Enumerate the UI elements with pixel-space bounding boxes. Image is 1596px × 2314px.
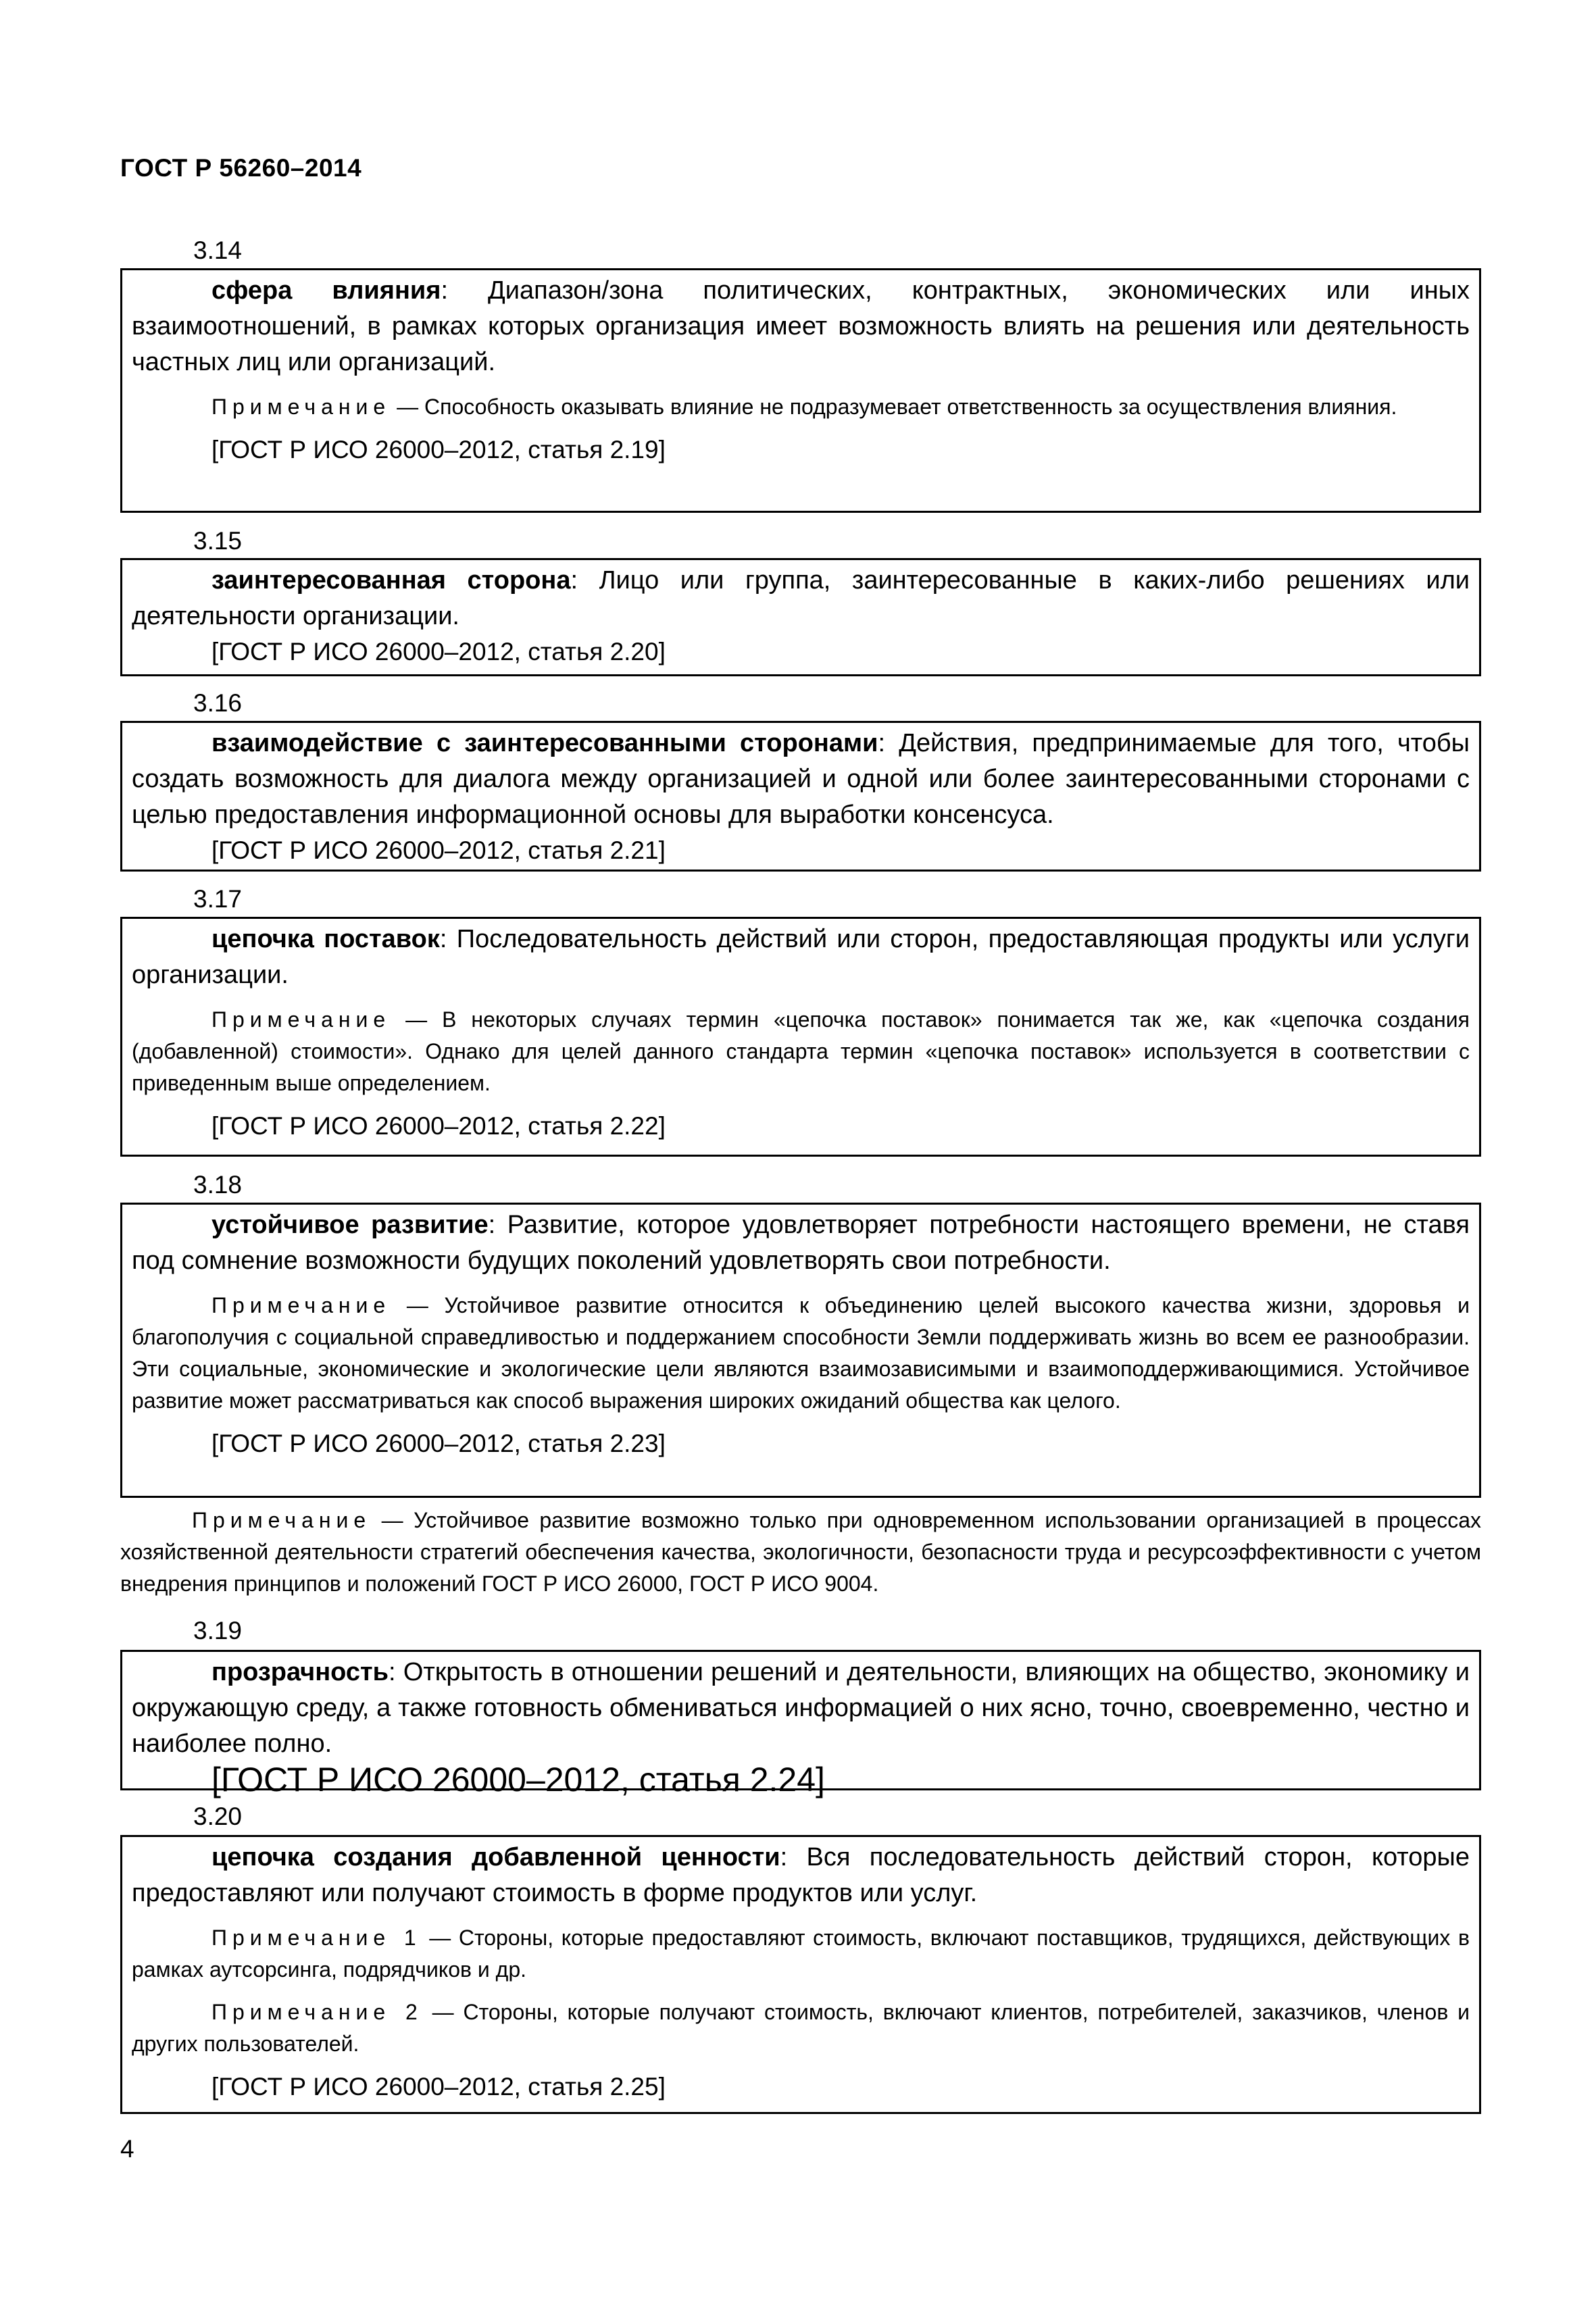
term-box — [120, 1835, 1481, 2114]
term-title: сфера влияния — [211, 276, 441, 305]
term-number: 3.15 — [193, 527, 243, 555]
term-definition: устойчивое развитие: Развитие, которое удовлетворяет потребности настоящего времени, не ставя под сомнение возможности будущих поколений удовлетворять свои потребности. — [132, 1211, 1470, 1275]
term-definition: цепочка создания добавленной ценности: Вся последовательность действий сторон, которые предоставляют или получают стоимость в форме продуктов или услуг. — [132, 1843, 1470, 1907]
standalone-note: Примечание — Устойчивое развитие возможно только при одновременном использовании организацией в процессах хозяйственной деятельности стратегий обеспечения качества, экологичности, безопасности труда и ресурсоэффективности с учетом внедрения принципов и положений ГОСТ Р ИСО 26000, ГОСТ Р ИСО 9004. — [120, 1508, 1481, 1596]
term-source: [ГОСТ Р ИСО 26000–2012, статья 2.22] — [211, 1112, 666, 1140]
term-note: Примечание — Способность оказывать влияние не подразумевает ответственность за осуществления влияния. — [211, 395, 1397, 419]
term-note: Примечание 1 — Стороны, которые предоставляют стоимость, включают поставщиков, трудящихся, действующих в рамках аутсорсинга, подрядчиков и др. — [132, 1926, 1470, 1982]
term-source: [ГОСТ Р ИСО 26000–2012, статья 2.21] — [211, 836, 666, 864]
term-number: 3.19 — [193, 1617, 243, 1644]
term-title: взаимодействие с заинтересованными сторонами — [211, 729, 878, 757]
term-number: 3.16 — [193, 689, 243, 717]
term-number: 3.20 — [193, 1803, 243, 1830]
term-title: заинтересованная сторона — [211, 566, 571, 595]
term-source: [ГОСТ Р ИСО 26000–2012, статья 2.25] — [211, 2073, 666, 2101]
term-box — [120, 268, 1481, 513]
term-definition: взаимодействие с заинтересованными сторонами: Действия, предпринимаемые для того, чтобы создать возможность для диалога между организацией и одной или более заинтересованными сторонами с целью предоставления информационной основы для выработки консенсуса. — [132, 729, 1470, 829]
term-box — [120, 1203, 1481, 1498]
term-title: прозрачность — [211, 1658, 389, 1686]
term-number: 3.18 — [193, 1171, 243, 1199]
term-definition: заинтересованная сторона: Лицо или группа, заинтересованные в каких-либо решениях или деятельности организации. — [132, 566, 1470, 630]
term-title: цепочка поставок — [211, 925, 440, 953]
page-header: ГОСТ Р 56260–2014 — [120, 154, 362, 182]
term-title: цепочка создания добавленной ценности — [211, 1843, 780, 1871]
term-definition: цепочка поставок: Последовательность действий или сторон, предоставляющая продукты или услуги организации. — [132, 925, 1470, 989]
term-box — [120, 1650, 1481, 1799]
term-number: 3.17 — [193, 885, 243, 913]
term-source: [ГОСТ Р ИСО 26000–2012, статья 2.19] — [211, 436, 666, 463]
term-box — [120, 558, 1481, 676]
term-note: Примечание 2 — Стороны, которые получают стоимость, включают клиентов, потребителей, заказчиков, членов и других пользователей. — [132, 2000, 1470, 2056]
term-definition: сфера влияния: Диапазон/зона политических, контрактных, экономических или иных взаимоотношений, в рамках которых организация имеет возможность влиять на решения или деятельность частных лиц или организаций. — [132, 276, 1470, 376]
term-definition: прозрачность: Открытость в отношении решений и деятельности, влияющих на общество, экономику и окружающую среду, а также готовность обмениваться информацией о них ясно, точно, своевременно, честно и наиболее полно. — [132, 1658, 1470, 1758]
term-number: 3.14 — [193, 236, 243, 264]
term-note: Примечание — Устойчивое развитие относится к объединению целей высокого качества жизни, здоровья и благополучия с социальной справедливостью и поддержанием способности Земли поддерживать жизнь во всем ее разнообразии. Эти социальные, экономические и экологические цели являются взаимозависимыми и взаимоподдерживающимися. Устойчивое развитие может рассматриваться как способ выражения широких ожиданий общества как целого. — [132, 1293, 1470, 1413]
term-note: Примечание — В некоторых случаях термин «цепочка поставок» понимается так же, как «цепочка создания (добавленной) стоимости». Однако для целей данного стандарта термин «цепочка поставок» используется в соответствии с приведенным выше определением. — [132, 1007, 1470, 1095]
term-box — [120, 721, 1481, 872]
term-source: [ГОСТ Р ИСО 26000–2012, статья 2.23] — [211, 1430, 666, 1457]
term-title: устойчивое развитие — [211, 1211, 489, 1239]
term-source: [ГОСТ Р ИСО 26000–2012, статья 2.24] — [211, 1761, 825, 1799]
term-source: [ГОСТ Р ИСО 26000–2012, статья 2.20] — [211, 638, 666, 665]
page-number: 4 — [120, 2135, 134, 2163]
term-box — [120, 917, 1481, 1157]
